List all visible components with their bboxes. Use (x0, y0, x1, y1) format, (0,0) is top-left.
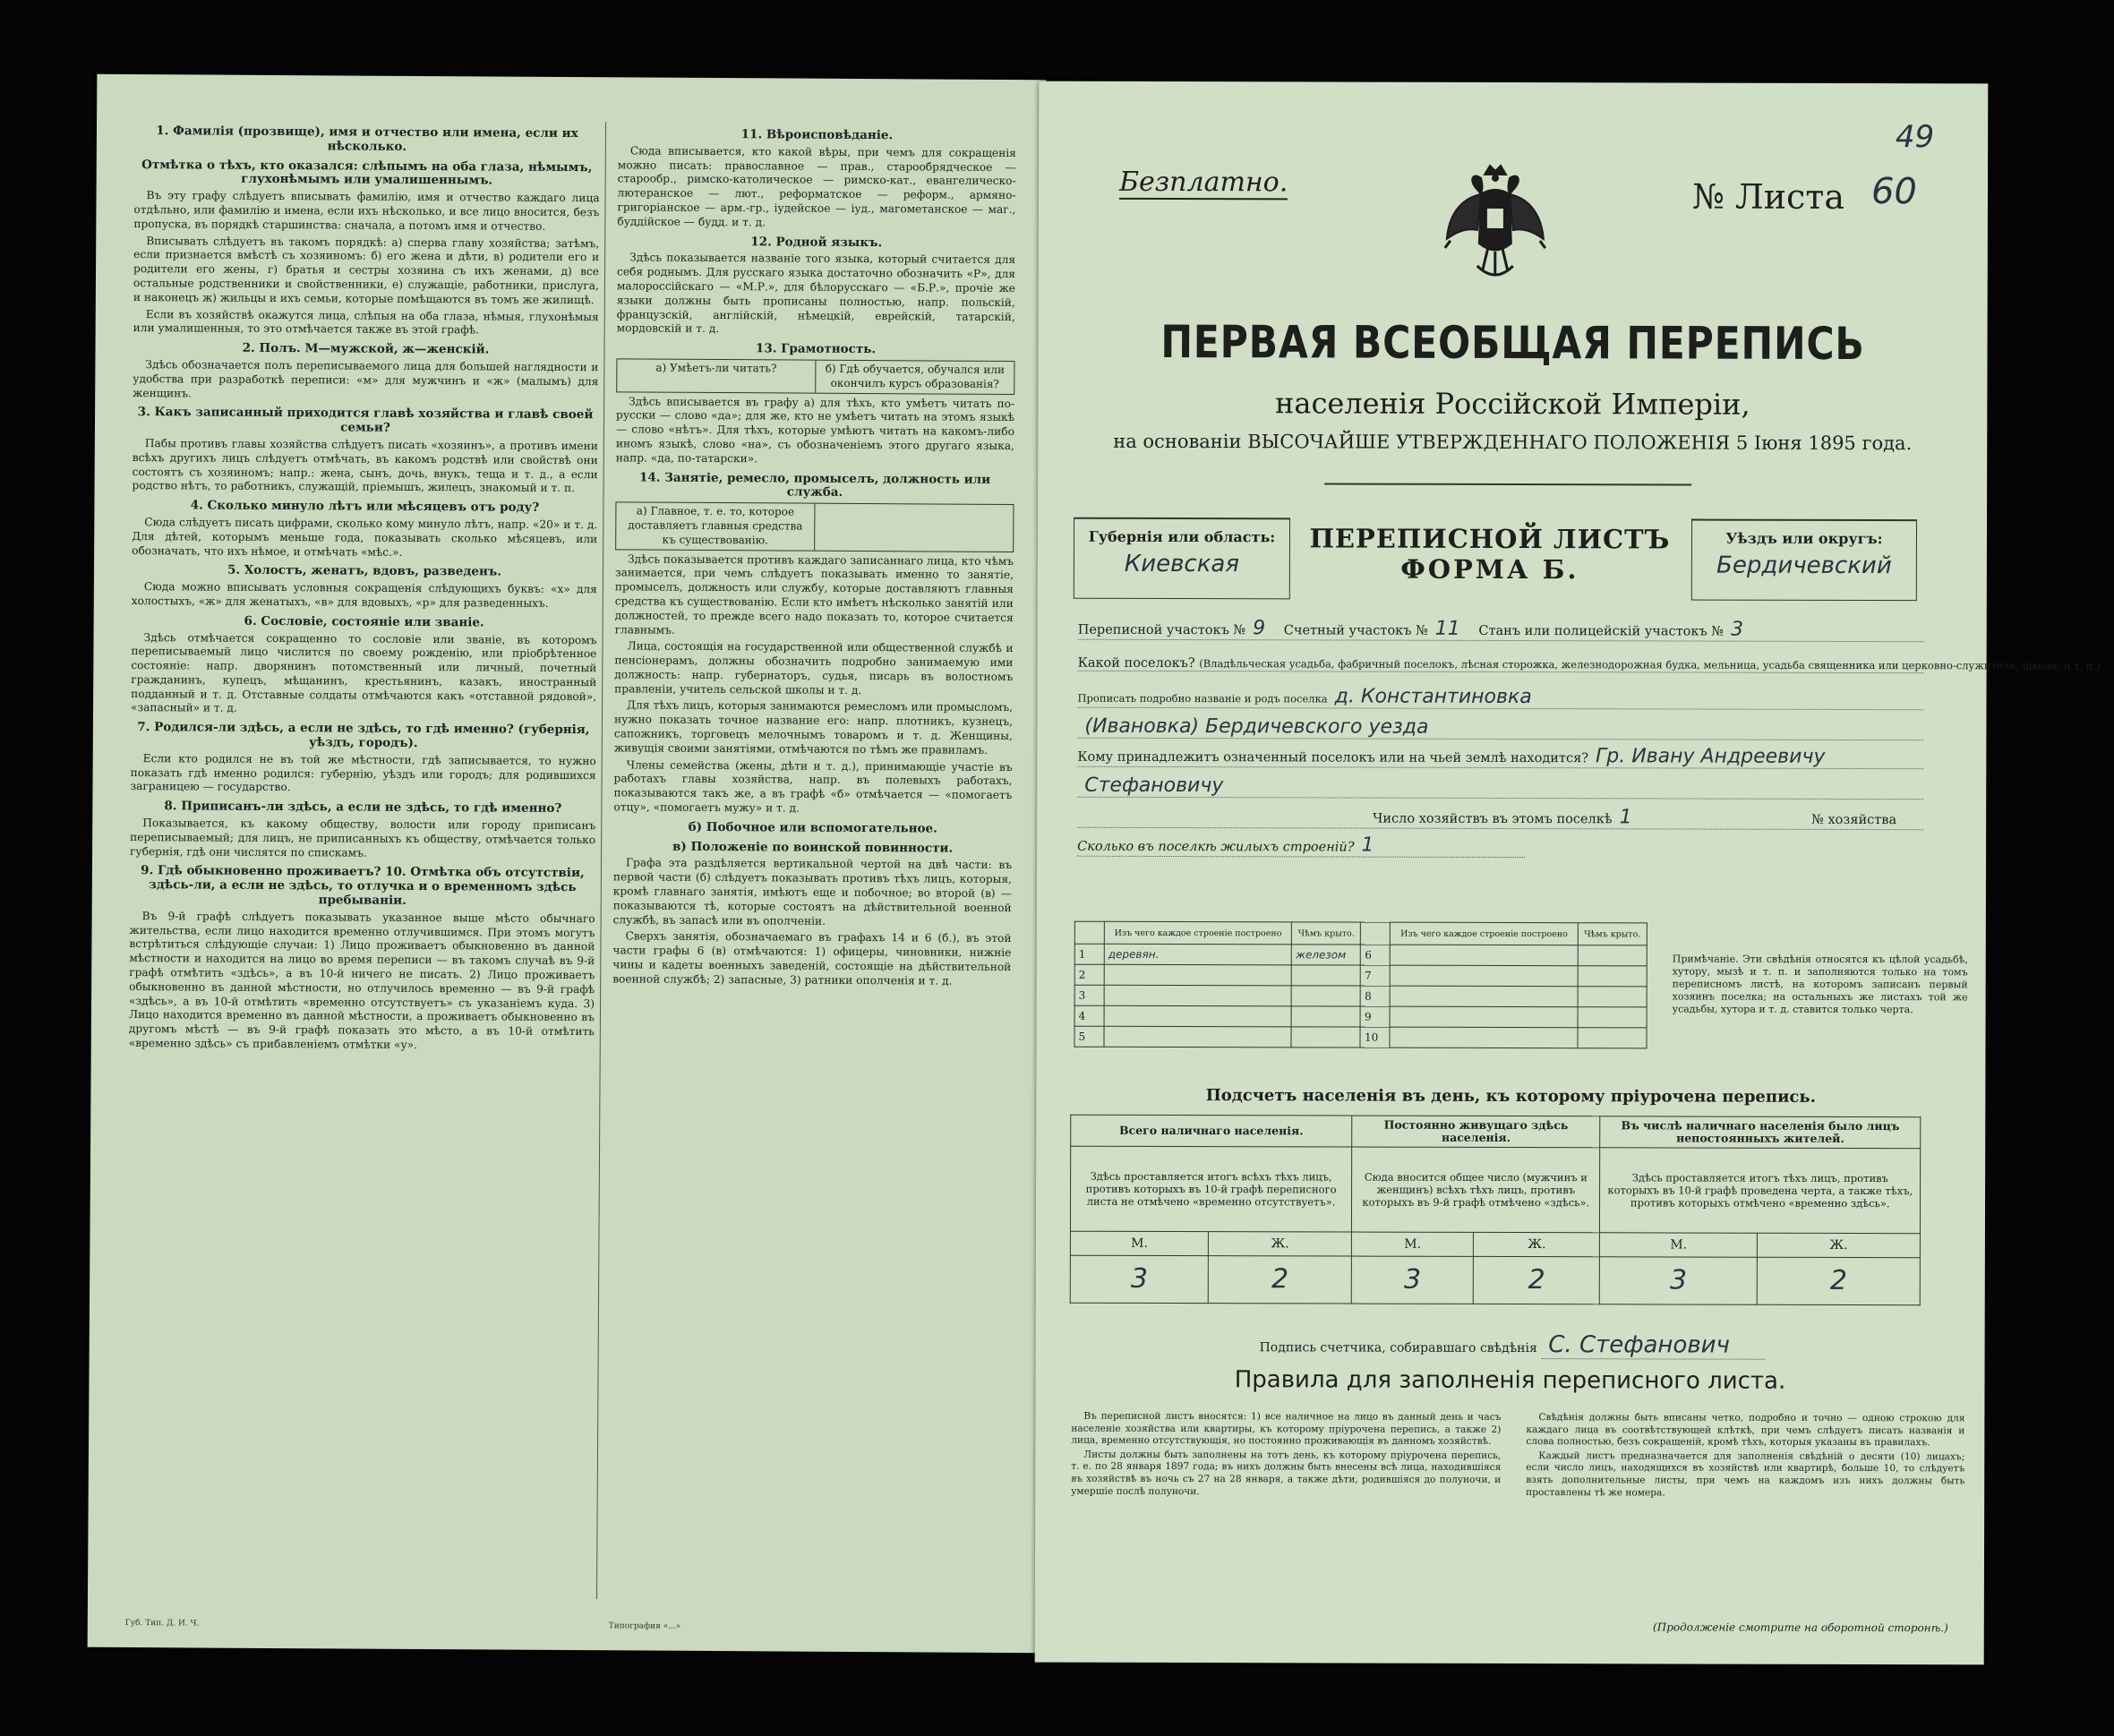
female-header: Ж. (1758, 1233, 1921, 1257)
dwelling-roof (1578, 1028, 1647, 1048)
male-header: М. (1600, 1233, 1758, 1257)
uezd-value: Бердичевский (1716, 552, 1892, 580)
census-subtitle: населенія Россійской Имперіи, (1275, 386, 1750, 422)
free-of-charge-label: Безплатно. (1118, 166, 1288, 199)
gubernia-value: Киевская (1124, 550, 1240, 578)
sheet-number-value: 60 (1870, 171, 1917, 213)
rule-heading: 3. Какъ записанный приходится главѣ хозяйства и главѣ своей семьи? (137, 405, 594, 435)
owner-value-2: Стефановичу (1084, 774, 1224, 798)
rule-paragraph: Члены семейства (жены, дѣти и т. д.), принимающіе участіе въ работахъ главы хозяйства, напр. въ полевыхъ работахъ, показываются такъ же, а въ графѣ «б» отмѣчается — «помогаетъ отцу», «помогаетъ мужу» и т. д. (613, 758, 1013, 815)
dwelling-roof (1578, 1007, 1647, 1028)
rule-heading: 13. Грамотность. (755, 341, 877, 357)
present-male-count: 3 (1070, 1255, 1209, 1303)
rule-paragraph: Сюда можно вписывать условныя сокращенія слѣдующихъ буквъ: «х» для холостыхъ, «ж» для женатыхъ, «в» для вдовыхъ, «р» для разведенныхъ. (131, 580, 597, 610)
form-title-form: ФОРМА Б. (1400, 553, 1579, 586)
rule-heading: в) Положеніе по воинской повинности. (672, 839, 954, 856)
rule-paragraph: Въ эту графу слѣдуетъ вписывать фамилію, имя и отчество каждаго лица отдѣльно, или фамилію и имена, если ихъ нѣсколько, и все лицо вносится, безъ пропуска, въ порядкѣ старшинства: сначала, а потомъ имя и отчество. (133, 189, 600, 233)
rule-paragraph: Вписывать слѣдуетъ въ такомъ порядкѣ: а) сперва главу хозяйства; затѣмъ, если признается вмѣстѣ съ хозяиномъ: б) его жена и дѣти, в) родители его и родители его жены, г) братья и сестры хозяина съ ихъ женами, д) все остальные родственники и свойственники, е) служащіе, работники, прислуга, и наконецъ ж) жильцы и ихъ семьи, которые помѣщаются въ томъ же жилищѣ. (133, 234, 600, 306)
rules-paragraph: Въ переписной листъ вносятся: 1) все наличное на лицо въ данный день и часъ населеніе хозяйства или квартиры, къ которому пріурочена перепись, а также 2) лица, временно отсутствующія, но постоянно проживающія въ данномъ хозяйствѣ. (1071, 1410, 1502, 1448)
gubernia-label: Губернія или область: (1088, 527, 1276, 546)
dwelling-number: 8 (1361, 986, 1391, 1006)
rule-heading: 1. Фамилія (прозвище), имя и отчество или имена, если их нѣсколько. (156, 124, 578, 154)
households-line (1077, 805, 1923, 830)
dwelling-roof (1578, 987, 1647, 1007)
enumerator-signature: С. Стефанович (1541, 1331, 1766, 1360)
owner-line-2 (1077, 774, 1923, 800)
rule-heading: 12. Родной языкъ. (750, 234, 883, 250)
dwelling-roof (1578, 966, 1647, 987)
dwelling-roof (1578, 945, 1647, 966)
permanent-female-count: 2 (1474, 1256, 1600, 1304)
dwelling-material (1104, 985, 1291, 1006)
dwelling-number: 6 (1361, 945, 1391, 965)
rule-paragraph: Здѣсь показывается противъ каждаго записаннаго лица, кто чѣмъ занимается, при чемъ слѣдуетъ показывать именно то занятіе, промыселъ, должность или службу, которые доставляютъ главныя средства къ существованію. Если кто имѣетъ нѣсколько занятій или должностей, то прежде всего надо показать то, которое считается главнымъ. (614, 552, 1014, 637)
counting-district-value: 11 (1434, 617, 1460, 640)
rule-heading: Отмѣтка о тѣхъ, кто оказался: слѣпымъ на оба глаза, нѣмымъ, глухонѣмымъ или умалишеннымъ. (141, 157, 593, 188)
settlement-label: Какой поселокъ? (1077, 655, 1195, 671)
dwelling-material: деревян. (1104, 944, 1291, 965)
dwelling-material (1391, 965, 1578, 987)
rule-heading: б) Побочное или вспомогательное. (688, 819, 937, 836)
dwellings-col-built: Изъ чего каждое строеніе построено (1104, 921, 1291, 945)
dwelling-material (1104, 964, 1291, 986)
rule-paragraph: Здѣсь обозначается полъ переписываемого лица для большей наглядности и удобства при разработкѣ переписи: «м» для мужчинъ и «ж» (малымъ) для женщинъ. (133, 358, 599, 399)
signature-label: Подпись счетчика, собиравшаго свѣдѣнія (1259, 1340, 1537, 1356)
population-count-table (1070, 1115, 1921, 1305)
dwelling-row (1074, 1026, 1647, 1048)
rule-paragraph: Здѣсь отмѣчается сокращенно то сословіе или званіе, въ которомъ переписываемый лицо числится по своему рожденію, или пріобрѣтенное состояніе: напр. дворянинъ потомственный или личный, почетный гражданинъ, купецъ, мѣщанинъ, крестьянинъ, казакъ, иностранный подданный и т. д. Отставные солдаты отмѣчаются какъ «отставной рядовой», «запасный» и т. д. (131, 630, 597, 715)
settlement-line (1077, 655, 2101, 673)
settlement-hint-2: Прописать подробно названіе и родъ поселка (1077, 691, 1328, 706)
rule-subheading (815, 504, 1013, 552)
rule-paragraph: Здѣсь показывается названіе того языка, который считается для себя роднымъ. Для русскаго языка достаточно обозначить «Р», для малороссійскаго — «М.Р.», для бѣлорусскаго — «Б.Р.», прочіе же языки должны быть прописаны полностью, напр. польскій, французскій, англійскій, нѣмецкій, еврейскій, татарскій, мордовскій и т. д. (616, 251, 1016, 336)
rule-subheading: а) Умѣетъ-ли читать? (617, 359, 816, 392)
population-desc-present: Здѣсь проставляется итогъ всѣхъ тѣхъ лицъ, противъ которыхъ въ 10-й графѣ переписного листа не отмѣчено «временно отсутствуетъ». (1070, 1146, 1351, 1232)
population-desc-permanent: Сюда вносится общее число (мужчинъ и женщинъ) всѣхъ тѣхъ лицъ, противъ которыхъ въ 9-й графѣ отмѣчено «здѣсь». (1352, 1147, 1601, 1233)
rule-subheading: б) Гдѣ обучается, обучался или окончилъ курсъ образованія? (825, 362, 1006, 390)
dwelling-roof (1292, 986, 1361, 1006)
dwelling-material (1391, 1006, 1578, 1028)
uezd-field (1691, 519, 1917, 602)
male-header: М. (1070, 1231, 1208, 1255)
imperial-eagle-emblem-icon (1442, 158, 1549, 293)
dwellings-value: 1 (1361, 834, 1374, 857)
rule-paragraph: Сюда вписывается, кто какой вѣры, при чемъ для сокращенія можно писать: православное — прав., старообрядческое — старообр., римско-католическое — римско-кат., евангелическо-лютеранское — лют., реформатское — реформ., армяно-григоріанское — арм.-гр., іудейское — іуд., магометанское — маг., буддійское — будд. и т. д. (617, 144, 1016, 229)
rule-paragraph: Лица, состоящія на государственной или общественной службѣ и пенсіонерамъ, должны обозначить подробно занимаемую ими должность: напр. губернаторъ, судья, писарь въ волостномъ правленіи, учитель сельской школы и т. д. (614, 639, 1014, 697)
form-title-sheet: ПЕРЕПИСНОЙ ЛИСТЪ (1309, 523, 1671, 555)
dwelling-row (1074, 1005, 1647, 1028)
stan-value: 3 (1730, 618, 1744, 641)
dwelling-roof (1292, 965, 1361, 986)
female-header: Ж. (1209, 1232, 1352, 1256)
rule-paragraph: Сюда слѣдуетъ писать цифрами, сколько кому минуло лѣтъ, напр. «20» и т. д. Для дѣтей, которымъ меньше года, показывать сколько мѣсяцевъ, или обозначать, что ихъ нѣмое, и отмѣчать «мѣс.». (132, 516, 598, 559)
rule-subheadings (616, 358, 1014, 394)
rules-paragraph: Каждый листъ предназначается для заполненія свѣдѣній о десяти (10) лицахъ; если число лицъ, находящихся въ хозяйствѣ или квартирѣ, больше 10, то слѣдуетъ взять дополнительные листы, при чемъ на каждомъ изъ нихъ должны быть проставлены тѣ же номера. (1526, 1450, 1965, 1499)
female-header: Ж. (1474, 1232, 1600, 1256)
rule-heading: 2. Полъ. М—мужской, ж—женскій. (242, 340, 490, 357)
dwelling-material (1104, 1005, 1291, 1027)
household-number-label: № хозяйства (1811, 812, 1897, 828)
dwelling-number: 4 (1074, 1005, 1104, 1026)
rule-paragraph: Сверхъ занятія, обозначаемаго въ графахъ 14 и 6 (б.), въ этой части графы 6 (в) отмѣчаются: 1) офицеры, чиновники, нижніе чины и кадеты военныхъ заведеній, состоящіе на дѣйствительной военной службѣ; 2) запасные, 3) ратники ополченія и т. д. (612, 929, 1012, 988)
rules-paragraph: Листы должны быть заполнены на тотъ день, къ которому пріурочена перепись, т. е. по 28 января 1897 года; въ нихъ должны быть внесены всѣ лица, находившіяся въ хозяйствѣ въ ночь съ 27 на 28 января, а также дѣти, родившіяся до полуночи, и умершіе послѣ полуночи. (1071, 1449, 1502, 1497)
left-footer-imprint: Губ. Тип. Д. И. Ч. (124, 1619, 200, 1629)
sheet-number-label: № Листа (1691, 176, 1845, 217)
rule-heading: 6. Сословіе, состояніе или званіе. (244, 613, 484, 630)
dwelling-number: 2 (1074, 964, 1104, 985)
rule-paragraph: Если кто родился не въ той же мѣстности, гдѣ записывается, то нужно показать гдѣ именно родился: губернію, уѣздъ или городъ; для родившихся заграницею — государство. (130, 751, 596, 794)
temporary-male-count: 3 (1600, 1257, 1758, 1304)
districts-line (1078, 617, 1924, 642)
census-district-value: 9 (1253, 617, 1266, 640)
dwellings-note: Примѣчаніе. Эти свѣдѣнія относятся къ цѣлой усадьбѣ, хутору, мызѣ и т. п. и заполняются только на томъ переписномъ листѣ, на которомъ записанъ первый хозяинъ поселка; на остальныхъ же листахъ той же усадьбы, хутора и т. д. ставится только черта. (1672, 953, 1968, 1016)
dwelling-number: 7 (1361, 965, 1391, 986)
male-header: М. (1351, 1232, 1473, 1256)
dwelling-row (1074, 964, 1647, 987)
population-group-permanent: Постоянно живущаго здѣсь населенія. (1352, 1116, 1600, 1148)
permanent-male-count: 3 (1351, 1256, 1473, 1304)
rule-paragraph: Показывается, къ какому обществу, волости или городу приписанъ переписываемый; для лицъ, не приписанныхъ къ обществу, отмѣчается только губернія, гдѣ они числятся по спискамъ. (130, 817, 596, 859)
owner-line (1077, 744, 1923, 769)
rules-column-right (1526, 1412, 1964, 1501)
dwelling-number: 9 (1361, 1006, 1391, 1027)
population-group-temporary: Въ числѣ наличнаго населенія было лицъ непостоянныхъ жителей. (1600, 1116, 1921, 1149)
uezd-label: Уѣздъ или округъ: (1725, 529, 1883, 548)
settlement-line-2 (1077, 685, 1923, 710)
counting-district-label: Счетный участокъ № (1283, 623, 1428, 638)
rules-column-left (1071, 1411, 1501, 1501)
present-female-count: 2 (1209, 1256, 1352, 1304)
rule-paragraph: Графа эта раздѣляется вертикальной чертой на двѣ части: въ первой части (б) слѣдуетъ показывать противъ тѣхъ лицъ, которыя, кромѣ главнаго занятія, имѣютъ еще и побочное; во второй (в) — показываются тѣ, которые состоятъ на дѣйствительной военной службѣ, въ запасѣ или въ ополченіи. (612, 856, 1013, 928)
rule-heading: 5. Холостъ, женатъ, вдовъ, разведенъ. (227, 562, 501, 579)
form-header (1074, 517, 1951, 601)
dwellings-label: Сколько въ поселкѣ жилыхъ строеній? (1077, 839, 1355, 855)
rule-heading: 9. Гдѣ обыкновенно проживаетъ? 10. Отмѣтка объ отсутствіи, здѣсь-ли, а если не здѣсь, то отлучка и о временномъ здѣсь пребываніи. (141, 863, 585, 908)
dwelling-number: 5 (1074, 1026, 1104, 1047)
rule-heading: 8. Приписанъ-ли здѣсь, а если не здѣсь, то гдѣ именно? (164, 799, 562, 817)
stan-label: Станъ или полицейскій участокъ № (1478, 623, 1725, 639)
rule-paragraph: Если въ хозяйствѣ окажутся лица, слѣпыя на оба глаза, нѣмыя, глухонѣмыя или умалишенныя, то это отмѣчается также въ этой графѣ. (133, 307, 599, 337)
dwellings-line (1077, 834, 1525, 858)
rule-paragraph: Здѣсь вписывается въ графу а) для тѣхъ, кто умѣетъ читать по-русски — слово «да»; для же, кто не умѣетъ читать на этомъ языкѣ — слово «нѣтъ». Для тѣхъ, которые умѣютъ читать на какомъ-либо иномъ языкѣ, слово «на», съ обозначеніемъ этого другаго языка, напр. «да, по-татарски». (615, 394, 1015, 466)
title-divider (1324, 483, 1691, 485)
form-title (1288, 517, 1691, 585)
dwelling-material (1390, 1027, 1577, 1048)
left-rules-column-1 (129, 119, 600, 1056)
temporary-female-count: 2 (1757, 1257, 1920, 1304)
rules-title: Правила для заполненія переписного листа. (1234, 1366, 1786, 1395)
right-footer-imprint: Типография «...» (608, 1621, 681, 1631)
rule-heading: 11. Вѣроисповѣданіе. (740, 127, 894, 143)
owner-label: Кому принадлежитъ означенный поселокъ или на чьей землѣ находится? (1077, 749, 1589, 766)
dwellings-col-roof-2: Чѣмъ крыто. (1578, 923, 1647, 945)
census-district-label: Переписной участокъ № (1077, 622, 1246, 638)
dwelling-material (1391, 945, 1578, 966)
population-desc-temporary: Здѣсь проставляется итогъ тѣхъ лицъ, противъ которыхъ въ 10-й графѣ проведена черта, а также тѣхъ, противъ которыхъ отмѣчено «временно здѣсь». (1600, 1148, 1921, 1234)
left-page (88, 74, 1047, 1653)
dwelling-roof (1291, 1027, 1360, 1048)
dwelling-roof (1291, 1006, 1360, 1027)
dwelling-number: 3 (1074, 985, 1104, 1005)
rules-continued-note: (Продолженіе смотрите на оборотной сторонѣ.) (1653, 1621, 1948, 1635)
rule-paragraph: Въ 9-й графѣ слѣдуетъ показывать указанное выше мѣсто обычнаго жительства, если лицо находится временно отлучившимся. При этомъ могутъ встрѣтиться слѣдующіе случаи: 1) Лицо проживаетъ обыкновенно въ данной мѣстности и находится на лицо во время переписи — въ такомъ случаѣ въ 9-й графѣ отмѣтить «здѣсь», а въ 10-й ничего не писать. 2) Лицо проживаетъ обыкновенно въ данной мѣстности, но отлучилось временно — въ 9-й графѣ «здѣсь», а въ 10-й отмѣтить «временно отсутствуетъ» съ указаніемъ куда. 3) Лицо находится временно въ данной мѣстности, а проживаетъ обыкновенно въ другомъ мѣстѣ — въ 9-й графѣ показать это мѣсто, а въ 10-й отмѣтить «временно здѣсь» съ прибавленіемъ отмѣтки «у». (128, 909, 595, 1051)
census-legal-basis: на основаніи ВЫСОЧАЙШЕ УТВЕРЖДЕННАГО ПОЛОЖЕНІЯ 5 Іюня 1895 года. (1113, 430, 1913, 455)
dwelling-material (1391, 986, 1578, 1007)
settlement-line-3 (1077, 715, 1923, 740)
dwellings-table (1074, 921, 1647, 1049)
population-count-title: Подсчетъ населенія въ день, къ которому пріурочена перепись. (1205, 1086, 1816, 1107)
dwelling-row (1074, 944, 1647, 966)
rule-subheadings (615, 501, 1014, 552)
rules-paragraph: Свѣдѣнія должны быть вписаны четко, подробно и точно — одною строкою для каждаго лица въ соотвѣтствующей клѣткѣ, при чемъ слѣдуетъ писать названія и слова полностью, безъ сокращеній, кромѣ тѣхъ, которыя указаны въ правилахъ. (1526, 1412, 1965, 1449)
households-label: Число хозяйствъ въ этомъ поселкѣ (1373, 811, 1613, 827)
settlement-hint: (Владѣльческая усадьба, фабричный поселокъ, лѣсная сторожка, железнодорожная будка, мельница, усадьба священника или церковно-служителя, школа, и т. п.) (1199, 657, 2101, 672)
rule-heading: 14. Занятіе, ремесло, промыселъ, должность или служба. (638, 470, 991, 500)
gubernia-field (1074, 517, 1290, 600)
dwelling-roof: железом (1292, 945, 1361, 965)
left-rules-column-2 (612, 122, 1016, 991)
rule-subheading: а) Главное, т. е. то, которое доставляетъ главныя средства къ существованію. (616, 502, 815, 550)
dwelling-material (1104, 1026, 1291, 1048)
dwelling-number: 1 (1074, 944, 1104, 964)
signature-line (1260, 1330, 1766, 1358)
owner-value: Гр. Ивану Андреевичу (1595, 745, 1826, 768)
rule-heading: 4. Сколько минуло лѣтъ или мѣсяцевъ отъ роду? (190, 498, 540, 515)
dwelling-row (1074, 985, 1647, 1007)
dwelling-number: 10 (1360, 1027, 1390, 1048)
households-value: 1 (1619, 806, 1632, 829)
rule-heading: 7. Родился-ли здѣсь, а если не здѣсь, то гдѣ именно? (губернія, уѣздъ, городъ). (137, 720, 590, 751)
census-form-page (1035, 81, 2101, 1665)
settlement-value: д. Константиновка (1334, 685, 1532, 709)
dwellings-col-roof: Чѣмъ крыто. (1292, 922, 1361, 945)
population-group-present: Всего наличнаго населенія. (1071, 1115, 1352, 1147)
settlement-value-2: (Ивановка) Бердичевского уезда (1084, 714, 1429, 739)
rule-paragraph: Для тѣхъ лицъ, которыя занимаются ремесломъ или промысломъ, нужно показать точное название его: напр. плотникъ, кузнецъ, сапожникъ, торговецъ мелочнымъ товаромъ и т. д. Женщины, живущія своими занятіями, отмѣчаются по тѣмъ же правиламъ. (613, 698, 1014, 757)
handwritten-page-number: 49 (1895, 119, 1935, 156)
census-title: ПЕРВАЯ ВСЕОБЩАЯ ПЕРЕПИСЬ (1160, 315, 1865, 371)
rule-paragraph: Пабы противъ главы хозяйства слѣдуетъ писать «хозяинъ», а противъ имени всѣхъ другихъ лицъ слѣдуетъ отмѣчать, въ какомъ родствѣ или свойствѣ они состоятъ съ хозяиномъ; напр.: жена, сынъ, дочь, внукъ, теща и т. д., а если родство нѣтъ, то работникъ, служащій, пріемышъ, жилецъ, знакомый и т. п. (132, 437, 598, 495)
dwellings-col-built-2: Изъ чего каждое строеніе построено (1391, 922, 1578, 945)
